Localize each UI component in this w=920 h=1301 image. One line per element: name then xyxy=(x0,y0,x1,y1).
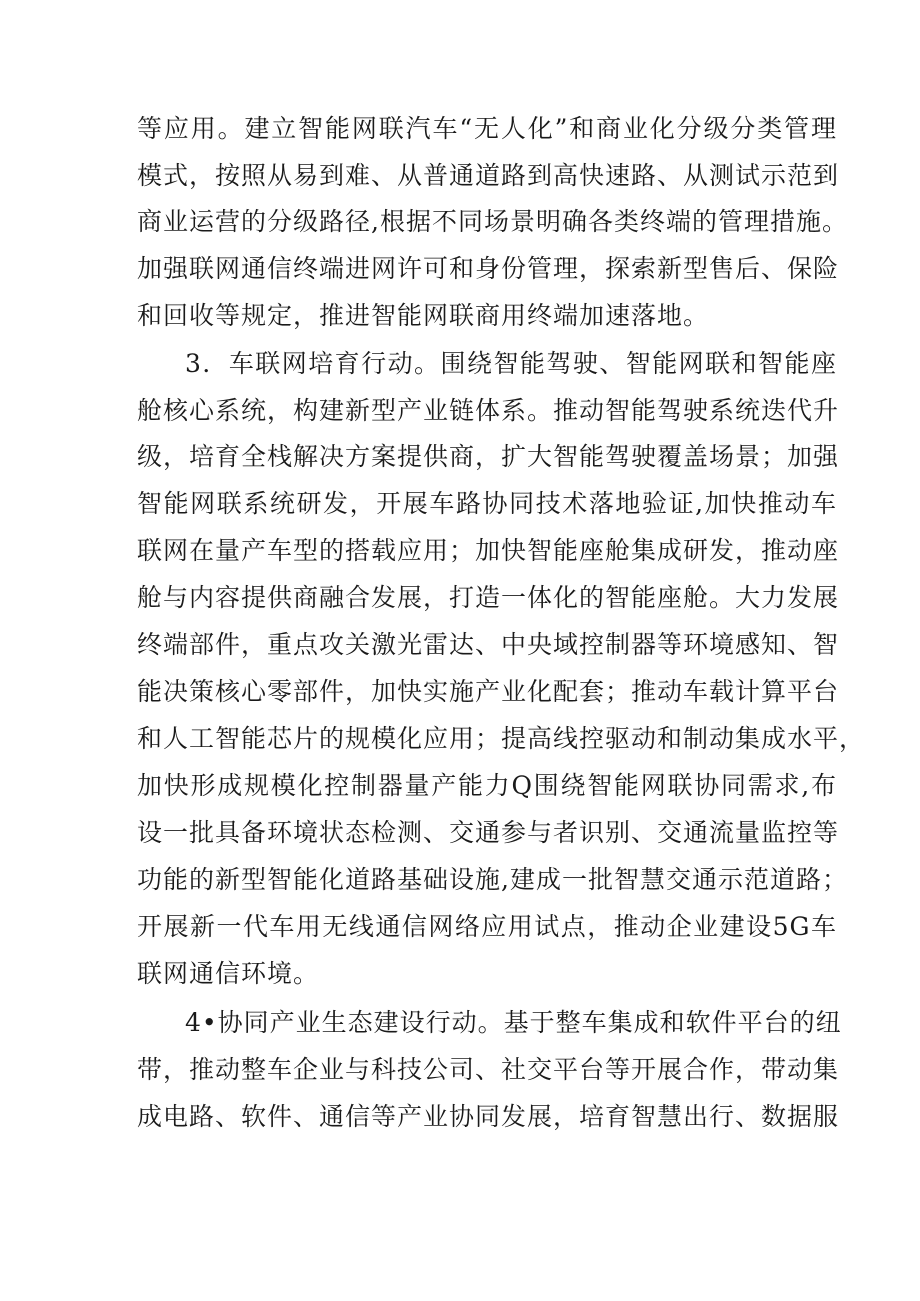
paragraph-heading-line: 4•协同产业生态建设行动。基于整车集成和软件平台的纽 xyxy=(185,1008,842,1037)
text-line: 带，推动整车企业与科技公司、社交平台等开展合作，带动集 xyxy=(137,1055,840,1084)
text-line: 级，培育全栈解决方案提供商，扩大智能驾驶覆盖场景；加强 xyxy=(137,442,840,471)
text-line: 加快形成规模化控制器量产能力Q围绕智能网联协同需求,布 xyxy=(137,771,837,800)
text-line: 舱与内容提供商融合发展，打造一体化的智能座舱。大力发展 xyxy=(137,583,840,612)
text-line: 设一批具备环境状态检测、交通参与者识别、交通流量监控等 xyxy=(137,818,840,847)
text-line: 和回收等规定，推进智能网联商用终端加速落地。 xyxy=(137,301,710,330)
text-line: 智能网联系统研发，开展车路协同技术落地验证,加快推动车 xyxy=(137,489,837,518)
text-line: 联网在量产车型的搭载应用；加快智能座舱集成研发，推动座 xyxy=(137,536,840,565)
text-line: 加强联网通信终端进网许可和身份管理，探索新型售后、保险 xyxy=(137,254,840,283)
text-line: 模式，按照从易到难、从普通道路到高快速路、从测试示范到 xyxy=(137,161,840,190)
text-line: 等应用。建立智能网联汽车“无人化”和商业化分级分类管理 xyxy=(137,114,837,143)
text-line: 舱核心系统，构建新型产业链体系。推动智能驾驶系统迭代升 xyxy=(137,396,840,425)
text-line: 功能的新型智能化道路基础设施,建成一批智慧交通示范道路； xyxy=(137,865,848,894)
text-line: 联网通信环境。 xyxy=(137,959,320,988)
text-line: 能决策核心零部件，加快实施产业化配套；推动车载计算平台 xyxy=(137,677,840,706)
text-line: 开展新一代车用无线通信网络应用试点，推动企业建设5G车 xyxy=(137,912,837,941)
text-line: 成电路、软件、通信等产业协同发展，培育智慧出行、数据服 xyxy=(137,1102,840,1131)
text-line: 终端部件，重点攻关激光雷达、中央域控制器等环境感知、智 xyxy=(137,630,840,659)
text-line: 商业运营的分级路径,根据不同场景明确各类终端的管理措施。 xyxy=(137,207,848,236)
paragraph-heading-line: 3．车联网培育行动。围绕智能驾驶、智能网联和智能座 xyxy=(185,349,837,378)
text-line: 和人工智能芯片的规模化应用；提高线控驱动和制动集成水平， xyxy=(137,724,866,753)
